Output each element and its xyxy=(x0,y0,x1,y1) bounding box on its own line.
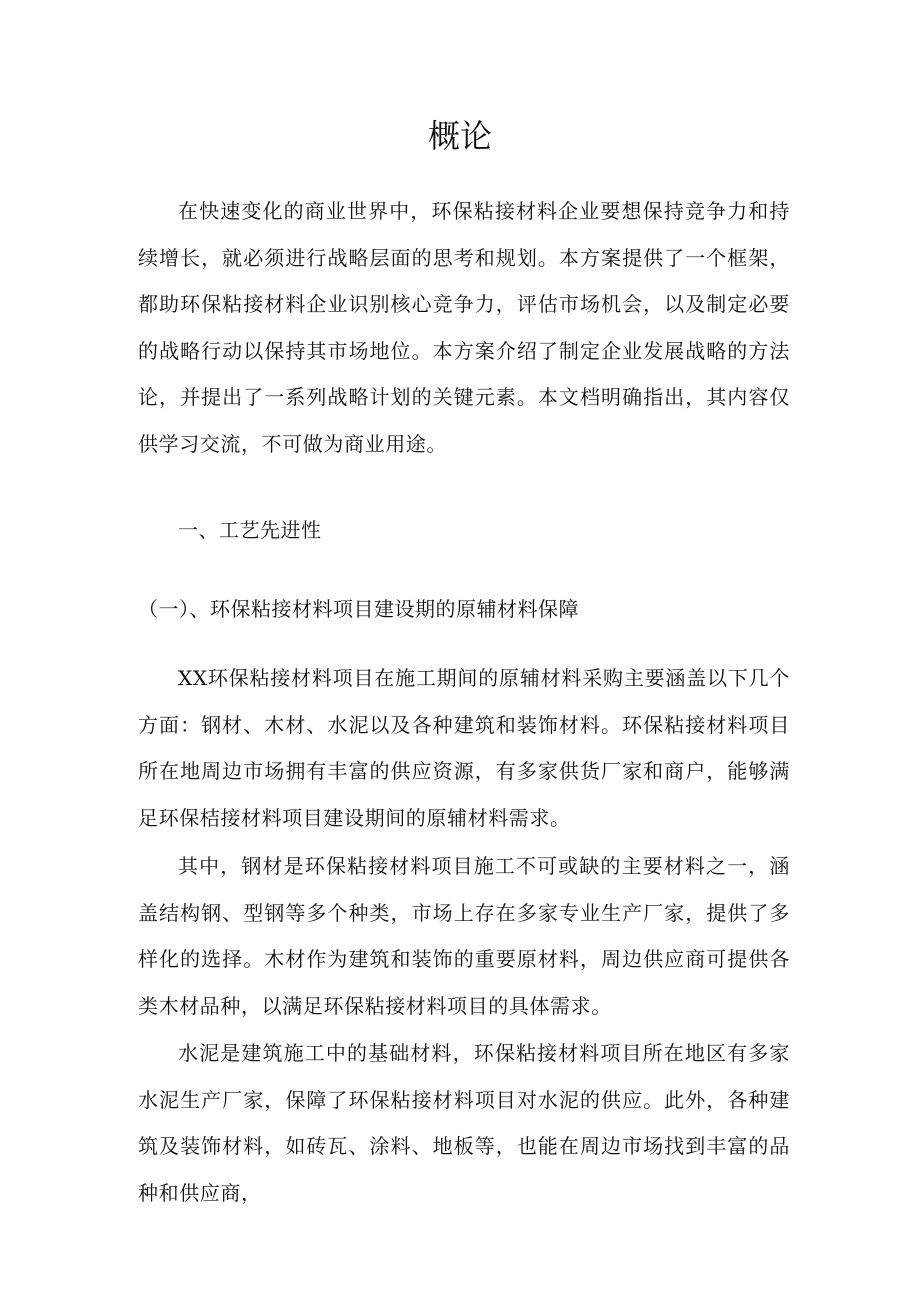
body-paragraph: 水泥是建筑施工中的基础材料，环保粘接材料项目所在地区有多家水泥生产厂家，保障了环保粘接材料项目对水泥的供应。此外，各种建筑及装饰材料，如砖瓦、涂料、地板等，也能在周边市场找到丰富的品种和供应商， xyxy=(138,1041,790,1205)
section-heading: 一、工艺先进性 xyxy=(178,518,322,542)
page-title: 概论 xyxy=(427,117,492,155)
body-paragraph: XX环保粘接材料项目在施工期间的原辅材料采购主要涵盖以下几个方面：钢材、木材、水泥以及各种建筑和装饰材料。环保粘接材料项目所在地周边市场拥有丰富的供应资源，有多家供货厂家和商户，能够满足环保桔接材料项目建设期间的原辅材料需求。 xyxy=(138,666,790,830)
subsection-heading: （一）、环保粘接材料项目建设期的原辅材料保障 xyxy=(138,597,579,621)
intro-paragraph: 在快速变化的商业世界中，环保粘接材料企业要想保持竞争力和持续增长，就必须进行战略层面的思考和规划。本方案提供了一个框架，都助环保粘接材料企业识别核心竞争力，评估市场机会，以及制定必要的战略行动以保持其市场地位。本方案介绍了制定企业发展战略的方法论，并提出了一系列战略计划的关键元素。本文档明确指出，其内容仅供学习交流，不可做为商业用途。 xyxy=(138,199,790,456)
body-paragraph: 其中，钢材是环保粘接材料项目施工不可或缺的主要材料之一，涵盖结构钢、型钢等多个种类，市场上存在多家专业生产厂家，提供了多样化的选择。木材作为建筑和装饰的重要原材料，周边供应商可提供各类木材品种，以满足环保粘接材料项目的具体需求。 xyxy=(138,854,790,1018)
